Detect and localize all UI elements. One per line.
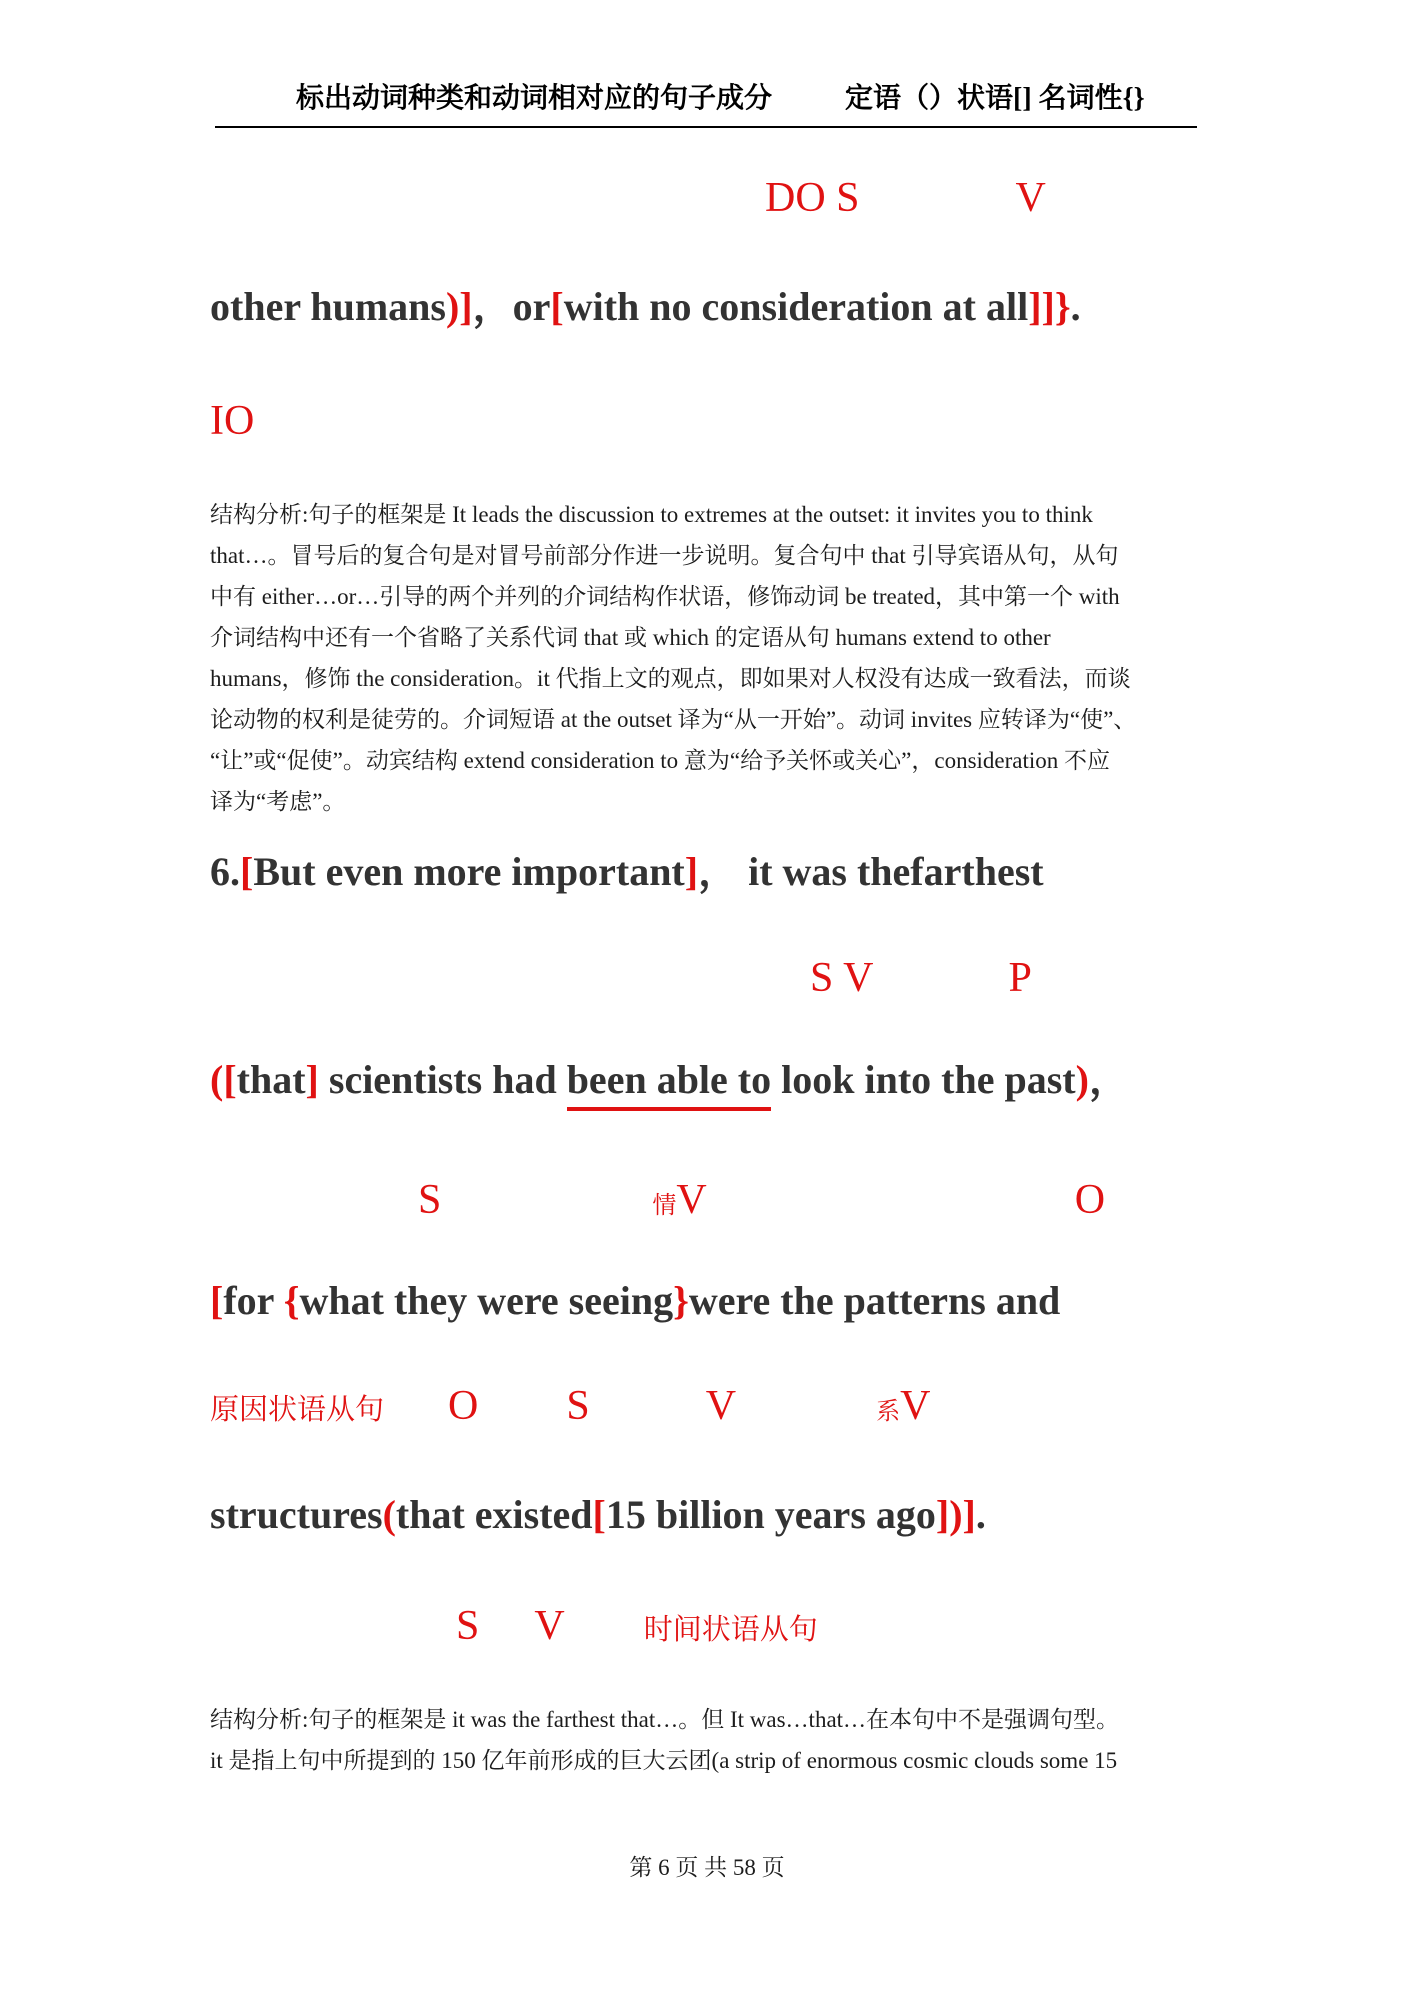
paragraph-line: humans，修饰 the consideration。it 代指上文的观点，即如果对人权没有达成一致看法，而谈 <box>210 666 1131 691</box>
text-segment: other humans <box>210 284 446 329</box>
header-rule <box>215 126 1197 128</box>
text-segment: ( <box>210 1057 224 1102</box>
page-number-footer: 第 6 页 共 58 页 <box>629 1855 785 1880</box>
analysis-paragraph-2 <box>210 1699 1210 1781</box>
anno-v: V <box>534 1603 565 1649</box>
text-segment: [ <box>550 284 564 329</box>
text-segment: )] <box>445 284 473 329</box>
text-segment: ]]} <box>1028 284 1071 329</box>
anno-s-v: S V <box>810 955 874 1001</box>
text-segment: ， <box>1088 1057 1129 1102</box>
anno-p: P <box>1008 955 1032 1001</box>
text-segment: [ <box>210 1278 224 1323</box>
text-segment: structures <box>210 1492 383 1537</box>
paragraph-line: “让”或“促使”。动宾结构 extend consideration to 意为“给予关怀或关心”，consideration 不应 <box>210 748 1111 773</box>
anno-xi-v <box>876 1385 930 1427</box>
text-segment: look into the past <box>771 1057 1076 1102</box>
text-segment: 6. <box>210 849 240 894</box>
anno-xi-label: 系 <box>876 1399 901 1425</box>
anno-s: S <box>418 1177 442 1223</box>
anno-s: S <box>456 1603 480 1649</box>
anno-v: V <box>705 1383 737 1429</box>
text-segment: ])] <box>935 1492 976 1537</box>
anno-qing-label: 情 <box>652 1193 677 1219</box>
text-segment: ] <box>684 849 699 894</box>
text-segment: that existed <box>395 1492 593 1537</box>
paragraph-line: 介词结构中还有一个省略了关系代词 that 或 which 的定语从句 humans extend to other <box>210 625 1051 650</box>
text-segment: scientists had <box>318 1057 567 1102</box>
paragraph-line: that…。冒号后的复合句是对冒号前部分作进一步说明。复合句中 that 引导宾语从句，从句 <box>210 543 1119 568</box>
text-segment: ， <box>698 849 739 894</box>
paragraph-line: 译为“考虑”。 <box>210 789 346 814</box>
text-segment: ] <box>305 1057 319 1102</box>
text-segment: that <box>236 1057 306 1102</box>
anno-qing-v <box>652 1179 706 1221</box>
sentence-structures <box>210 1492 986 1537</box>
text-segment: . <box>1070 284 1081 329</box>
anno-v: V <box>1015 175 1046 221</box>
text-segment: it was thefarthest <box>738 849 1044 894</box>
anno-s: S <box>566 1383 590 1429</box>
paragraph-line: 中有 either…or…引导的两个并列的介词结构作状语，修饰动词 be treated，其中第一个 with <box>210 584 1120 609</box>
text-segment: But even more important <box>253 849 685 894</box>
text-segment: } <box>673 1278 689 1323</box>
header-left-text: 标出动词种类和动词相对应的句子成分 <box>296 83 773 114</box>
text-segment: were the patterns and <box>688 1278 1061 1323</box>
sentence-other-humans <box>210 284 1081 329</box>
text-segment: 15 billion years ago <box>605 1492 936 1537</box>
text-segment: . <box>975 1492 986 1537</box>
text-segment: { <box>283 1278 300 1323</box>
anno-time-clause-label: 时间状语从句 <box>643 1614 818 1646</box>
anno-reason-clause-label: 原因状语从句 <box>210 1394 385 1426</box>
sentence-for-what <box>210 1278 1061 1323</box>
section-6-heading <box>210 849 1044 894</box>
text-segment: [ <box>592 1492 606 1537</box>
text-segment: [ <box>223 1057 237 1102</box>
paragraph-line: 结构分析:句子的框架是 it was the farthest that…。但 It was…that…在本句中不是强调句型。 <box>210 1707 1120 1732</box>
annotation-row-2 <box>210 957 1032 999</box>
anno-o: O <box>1074 1177 1106 1223</box>
text-segment: ) <box>1075 1057 1089 1102</box>
paragraph-line: 结构分析:句子的框架是 It leads the discussion to extremes at the outset: it invites you to think <box>210 502 1093 527</box>
text-segment: ， <box>472 284 513 329</box>
text-segment: what they were seeing <box>299 1278 674 1323</box>
annotation-io-row <box>210 400 254 442</box>
anno-xi-v-letter: V <box>900 1383 931 1429</box>
text-segment: ( <box>382 1492 396 1537</box>
annotation-row-3 <box>210 1179 1105 1221</box>
text-segment: [ <box>240 849 254 894</box>
text-segment: been able to <box>567 1057 771 1111</box>
sentence-scientists <box>210 1057 1129 1102</box>
text-segment: with no consideration at all <box>563 284 1029 329</box>
text-segment: for <box>223 1278 284 1323</box>
anno-do-s: DO S <box>765 175 860 221</box>
analysis-paragraph-1 <box>210 494 1210 822</box>
paragraph-line: 论动物的权利是徒劳的。介词短语 at the outset 译为“从一开始”。动词 invites 应转译为“使”、 <box>210 707 1137 732</box>
annotation-row-5 <box>210 1605 818 1647</box>
anno-qing-v-letter: V <box>676 1177 707 1223</box>
text-segment: or <box>512 284 551 329</box>
header-right-text: 定语（）状语[] 名词性{} <box>845 83 1145 114</box>
anno-o: O <box>448 1383 479 1429</box>
paragraph-line: it 是指上句中所提到的 150 亿年前形成的巨大云团(a strip of enormous cosmic clouds some 15 <box>210 1748 1118 1773</box>
annotation-row-4 <box>210 1385 930 1427</box>
anno-io: IO <box>210 398 255 444</box>
annotation-row-1 <box>210 177 1046 219</box>
